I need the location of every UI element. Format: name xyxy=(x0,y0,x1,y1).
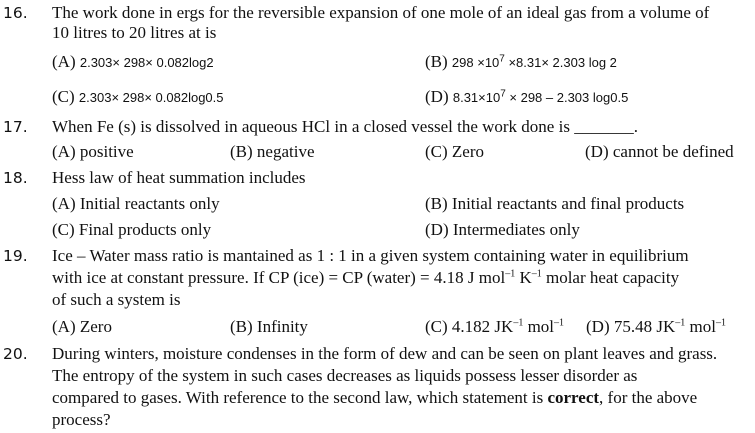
option-formula: $8.31\times 10^7 \times 298 - 2.303$ log0.5 xyxy=(452,88,629,105)
question-number: 19. xyxy=(3,247,28,265)
option-d: (D) Intermediates only xyxy=(425,220,580,239)
option-d: (D) cannot be defined xyxy=(585,142,734,161)
option-c: (C) Zero xyxy=(425,142,485,161)
option-b xyxy=(425,52,617,73)
option-formula: $298 \times 10^7 \times 8.31\times 2.303$ log 2 xyxy=(451,53,617,70)
question-text-line: process? xyxy=(52,410,111,429)
question-text-line: The work done in ergs for the reversible expansion of one mole of an ideal gas from a volume of xyxy=(52,3,710,22)
option-label: (A) xyxy=(52,52,76,71)
question-number: 18. xyxy=(3,169,28,187)
option-a xyxy=(52,52,214,73)
question-text-line: 10 litres to 20 litres at is xyxy=(52,23,217,42)
option-b: (B) Infinity xyxy=(230,317,308,336)
emphasis-correct: correct xyxy=(547,388,600,407)
option-label: (D) xyxy=(425,87,449,106)
option-label: (B) xyxy=(425,52,448,71)
question-text-line: During winters, moisture condenses in the form of dew and can be seen on plant leaves and grass. xyxy=(52,344,718,363)
question-text-line: with ice at constant pressure. If CP (ice) = CP (water) = 4.18 J mol$^{-1}$ $K^{-1}$ molar heat capacity xyxy=(52,268,680,287)
question-number: 17. xyxy=(3,118,28,136)
option-d: (D) 75.48 $JK^{-1}$ mol$^{-1}$ xyxy=(586,317,726,336)
question-number: 16. xyxy=(3,4,28,22)
option-a: (A) Initial reactants only xyxy=(52,194,220,213)
answer-blank: _______. xyxy=(574,117,638,136)
question-text-line: Hess law of heat summation includes xyxy=(52,168,306,187)
question-text-line: The entropy of the system in such cases decreases as liquids possess lesser disorder as xyxy=(52,366,638,385)
option-b: (B) Initial reactants and final products xyxy=(425,194,685,213)
option-c: (C) Final products only xyxy=(52,220,212,239)
option-c: (C) 4.182 $JK^{-1}$ mol$^{-1}$ xyxy=(425,317,565,336)
question-text-line: When Fe (s) is dissolved in aqueous HCl in a closed vessel the work done is _______. xyxy=(52,117,638,136)
question-number: 20. xyxy=(3,345,28,363)
option-a: (A) Zero xyxy=(52,317,112,336)
option-d xyxy=(425,87,628,108)
option-label: (C) xyxy=(52,87,75,106)
question-text-line: of such a system is xyxy=(52,290,181,309)
option-c xyxy=(52,87,224,108)
option-formula: 2.303× 298× 0.082log2 xyxy=(79,55,214,70)
option-formula: 2.303× 298× 0.082log0.5 xyxy=(78,90,224,105)
option-b: (B) negative xyxy=(230,142,315,161)
question-text-line: Ice – Water mass ratio is mantained as 1 : 1 in a given system containing water in equilibrium xyxy=(52,246,689,265)
question-text-line: compared to gases. With reference to the second law, which statement is correct, for the above xyxy=(52,388,698,407)
option-a: (A) positive xyxy=(52,142,134,161)
